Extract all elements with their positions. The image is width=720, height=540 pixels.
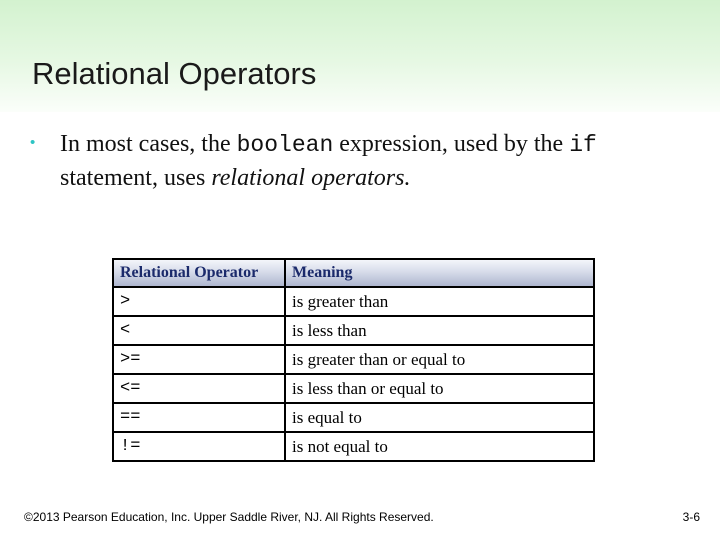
slide-title: Relational Operators: [32, 56, 317, 91]
bullet-icon: •: [30, 134, 36, 151]
meaning-cell: is not equal to: [285, 432, 594, 461]
operator-cell: >=: [113, 345, 285, 374]
bullet-text-part: .: [404, 165, 411, 191]
table-row: [113, 403, 594, 432]
copyright-footer: ©2013 Pearson Education, Inc. Upper Saddle River, NJ. All Rights Reserved.: [24, 510, 434, 524]
bullet-point: [30, 128, 690, 195]
meaning-cell: is greater than: [285, 287, 594, 316]
bullet-text: [60, 128, 690, 195]
meaning-cell: is less than or equal to: [285, 374, 594, 403]
table-row: [113, 316, 594, 345]
operator-cell: !=: [113, 432, 285, 461]
page-number: 3-6: [682, 510, 700, 524]
operator-cell: <=: [113, 374, 285, 403]
header-meaning: Meaning: [285, 259, 594, 287]
operator-cell: ==: [113, 403, 285, 432]
header-relational-operator: Relational Operator: [113, 259, 285, 287]
table-row: [113, 432, 594, 461]
meaning-cell: is less than: [285, 316, 594, 345]
table-header-row: [113, 259, 594, 287]
emphasis-relational-operators: relational operators: [211, 165, 405, 191]
bullet-text-part: statement, uses: [60, 165, 212, 191]
table-row: [113, 287, 594, 316]
operator-cell: <: [113, 316, 285, 345]
operator-cell: >: [113, 287, 285, 316]
operators-table: [112, 258, 595, 462]
code-if: if: [569, 132, 597, 158]
table-row: [113, 374, 594, 403]
meaning-cell: is equal to: [285, 403, 594, 432]
bullet-text-part: In most cases, the: [60, 131, 237, 157]
table-row: [113, 345, 594, 374]
meaning-cell: is greater than or equal to: [285, 345, 594, 374]
bullet-text-part: expression, used by the: [333, 131, 570, 157]
code-boolean: boolean: [236, 132, 334, 158]
